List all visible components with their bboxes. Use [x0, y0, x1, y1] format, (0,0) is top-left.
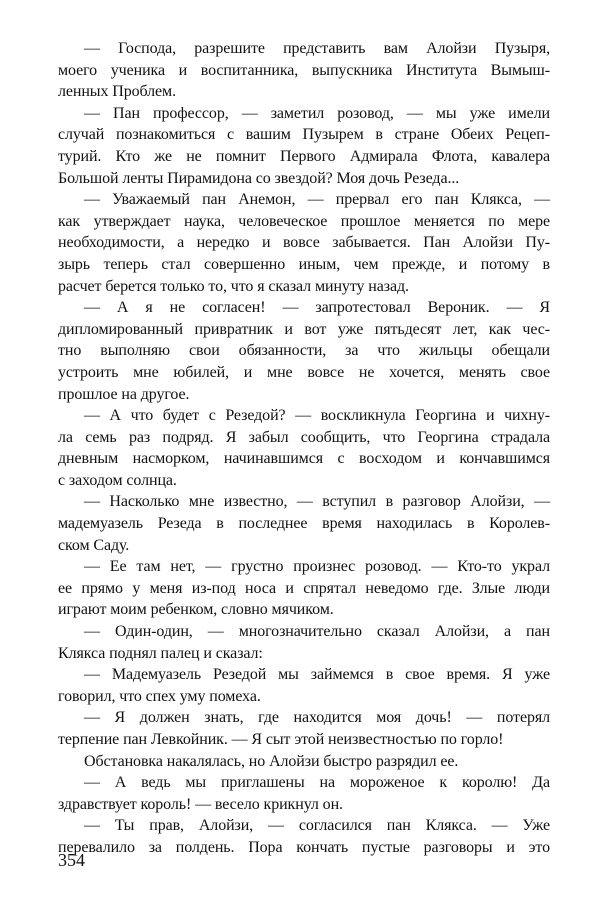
text-line: Большой ленты Пирамидона со звездой? Моя дочь Резеда...	[58, 169, 460, 187]
text-line: ленных Проблем.	[58, 83, 176, 101]
text-line: с заходом солнца.	[58, 471, 177, 489]
text-line: случай познакомиться с вашим Пузырем в стране Обеих Рецеп-	[58, 126, 550, 144]
paragraph	[58, 772, 550, 815]
paragraph	[58, 815, 550, 858]
book-page-text	[58, 38, 550, 859]
text-line: прошлое на другое.	[58, 385, 190, 403]
text-line: мадемуазель Резеда в последнее время находилась в Королев-	[58, 515, 550, 533]
text-line: — Ты прав, Алойзи, — согласился пан Клякса. — Уже	[84, 817, 550, 835]
text-line: играют моим ребенком, словно мячиком.	[58, 601, 334, 619]
paragraph	[58, 556, 550, 621]
paragraph	[58, 189, 550, 297]
text-line: моего ученика и воспитанника, выпускника Института Вымыш-	[58, 61, 550, 79]
paragraph	[58, 103, 550, 189]
paragraph	[58, 38, 550, 103]
text-line: — Насколько мне известно, — вступил в разговор Алойзи, —	[84, 493, 550, 511]
text-line: тно выполняю свои обязанности, за что жильцы обещали	[58, 342, 550, 360]
text-line: — А я не согласен! — запротестовал Вероник. — Я	[84, 299, 550, 317]
text-line: — А ведь мы приглашены на мороженое к королю! Да	[84, 774, 550, 792]
text-line: — Мадемуазель Резедой мы займемся в свое время. Я уже	[84, 666, 550, 684]
text-line: Обстановка накалялась, но Алойзи быстро разрядил ее.	[84, 752, 459, 770]
text-line: — Уважаемый пан Анемон, — прервал его пан Клякса, —	[84, 191, 550, 209]
text-line: — А что будет с Резедой? — воскликнула Георгина и чихну-	[84, 407, 550, 425]
paragraph	[58, 297, 550, 405]
page-number: 354	[58, 850, 85, 870]
text-line: — Ее там нет, — грустно произнес розовод. — Кто-то украл	[84, 558, 550, 576]
text-line: терпение пан Левкойник. — Я сыт этой неизвестностью по горло!	[58, 731, 504, 748]
paragraph	[58, 491, 550, 556]
text-line: перевалило за полдень. Пора кончать пустые разговоры и это	[58, 838, 550, 856]
text-line: дипломированный привратник и вот уже пятьдесят лет, как чес-	[58, 320, 550, 338]
text-line: турий. Кто же не помнит Первого Адмирала Флота, кавалера	[58, 147, 550, 165]
text-line: необходимости, а нередко и вовсе забывается. Пан Алойзи Пу-	[58, 234, 550, 252]
paragraph	[58, 707, 550, 750]
text-line: ском Саду.	[58, 536, 130, 554]
text-line: — Один-один, — многозначительно сказал Алойзи, а пан	[84, 623, 550, 641]
text-line: ла семь раз подряд. Я забыл сообщить, что Георгина страдала	[58, 428, 550, 446]
text-line: говорил, что спех уму помеха.	[58, 687, 261, 705]
text-line: расчет берется только то, что я сказал минуту назад.	[58, 277, 409, 295]
text-line: как утверждает наука, человеческое прошлое меняется по мере	[58, 212, 550, 230]
text-line: здравствует король! — весело крикнул он.	[58, 795, 343, 813]
text-line: — Пан профессор, — заметил розовод, — мы уже имели	[84, 104, 550, 122]
text-line: — Господа, разрешите представить вам Алойзи Пузыря,	[84, 40, 550, 57]
text-line: устроить мне юбилей, и мне вовсе не хочется, менять свое	[58, 363, 550, 381]
paragraph	[58, 405, 550, 491]
text-line: Клякса поднял палец и сказал:	[58, 644, 263, 662]
paragraph	[58, 664, 550, 707]
text-line: зырь теперь стал совершенно иным, чем прежде, и потому в	[58, 255, 550, 273]
text-line: ее прямо у меня из-под носа и спрятал неведомо где. Злые люди	[58, 579, 550, 597]
text-line: — Я должен знать, где находится моя дочь! — потерял	[84, 709, 550, 727]
paragraph	[58, 751, 550, 773]
paragraph	[58, 621, 550, 664]
text-line: дневным насморком, начинавшимся с восходом и кончавшимся	[58, 450, 550, 468]
